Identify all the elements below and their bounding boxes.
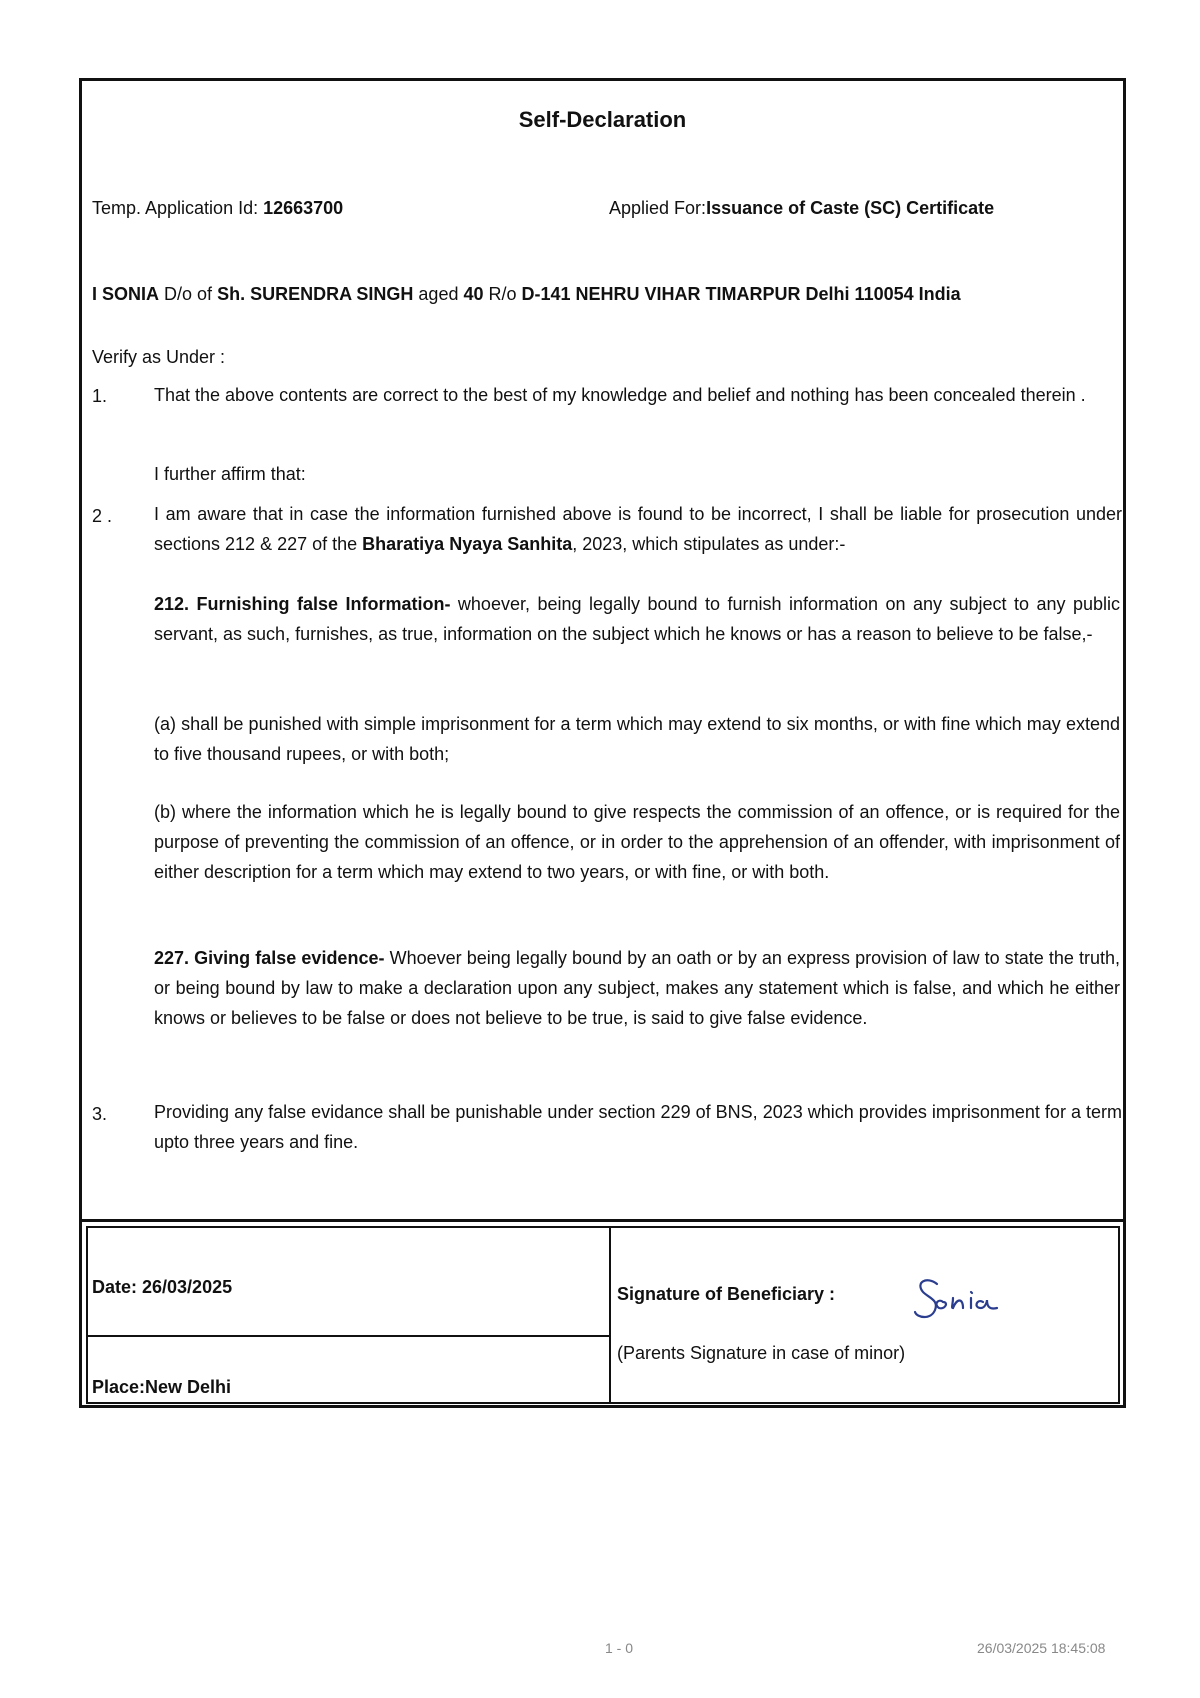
section-212-b: (b) where the information which he is legally bound to give respects the commission of an offence, or is required for the purpose of preventing the commission of an offence, or in order to the apprehension of an offender, with imprisonment of either description for a term which may extend to two years, or with fine, or with both.: [154, 802, 1120, 882]
declarant-prefix: I: [92, 284, 103, 304]
declarant-parent: Sh. SURENDRA SINGH: [217, 284, 414, 304]
signature-table-inner: [86, 1226, 1120, 1404]
page-number: 1 - 0: [605, 1640, 634, 1656]
date-cell: [88, 1228, 611, 1337]
temp-app-value: 12663700: [263, 198, 344, 218]
clause-2-text-b: , 2023, which stipulates as under:-: [572, 534, 846, 554]
clause-2-number: 2 .: [92, 506, 113, 526]
clause-1-number: 1.: [92, 386, 108, 406]
declarant-age: 40: [463, 284, 484, 304]
clause-3-text: Providing any false evidance shall be punishable under section 229 of BNS, 2023 which provides imprisonment for a term upto three years and fine.: [154, 1102, 1122, 1152]
temp-application-id: [92, 198, 343, 219]
declarant-relation: D/o of: [159, 284, 218, 304]
signature-label: Signature of Beneficiary :: [617, 1284, 836, 1304]
verify-label: Verify as Under :: [92, 347, 226, 367]
section-212-a: (a) shall be punished with simple imprisonment for a term which may extend to six months, or with fine which may extend to five thousand rupees, or with both;: [154, 714, 1120, 764]
section-227: [154, 943, 1120, 1033]
place-label: Place:New Delhi: [92, 1377, 232, 1397]
clause-2-text-a: I am aware that in case the information furnished above is found to be incorrect, I shall be liable for prosecution under sections 212 & 227 of the: [154, 504, 1122, 554]
temp-app-label: Temp. Application Id:: [92, 198, 264, 218]
section-212-text: whoever, being legally bound to furnish information on any subject to any public servant, as such, furnishes, as true, information on the subject which he knows or has a reason to believe to be false,-: [154, 594, 1120, 644]
declarant-name: SONIA: [102, 284, 160, 304]
declarant-aged-label: aged: [413, 284, 464, 304]
place-cell: [88, 1337, 611, 1402]
section-227-heading: 227. Giving false evidence-: [154, 948, 385, 968]
clause-2-text: [154, 499, 1122, 559]
section-227-text: Whoever being legally bound by an oath or by an express provision of law to state the truth, or being bound by law to make a declaration upon any subject, makes any statement which is false, and which he either knows or believes to be false or does not believe to be true, is said to give false evidence.: [154, 948, 1121, 1028]
page-title: Self-Declaration: [518, 107, 687, 132]
declaration-frame: [79, 78, 1126, 1408]
section-212-heading: 212. Furnishing false Information-: [154, 594, 451, 614]
clause-2-bold: Bharatiya Nyaya Sanhita: [362, 534, 573, 554]
declarant-address: D-141 NEHRU VIHAR TIMARPUR Delhi 110054 India: [521, 284, 961, 304]
section-212: [154, 589, 1120, 649]
signature-table: [82, 1219, 1123, 1412]
applied-for: [609, 198, 994, 219]
declarant-ro-label: R/o: [483, 284, 522, 304]
beneficiary-signature: [913, 1268, 1033, 1328]
applied-for-label: Applied For:: [609, 198, 707, 218]
print-timestamp: 26/03/2025 18:45:08: [977, 1640, 1106, 1656]
parents-note: (Parents Signature in case of minor): [617, 1343, 906, 1363]
date-label: Date: 26/03/2025: [92, 1277, 233, 1297]
applied-for-value: Issuance of Caste (SC) Certificate: [706, 198, 995, 218]
further-affirm-text: I further affirm that:: [154, 464, 306, 484]
declarant-line: [92, 284, 1112, 305]
clause-1-text: That the above contents are correct to the best of my knowledge and belief and nothing has been concealed therein .: [154, 385, 1086, 405]
clause-3-number: 3.: [92, 1104, 108, 1124]
